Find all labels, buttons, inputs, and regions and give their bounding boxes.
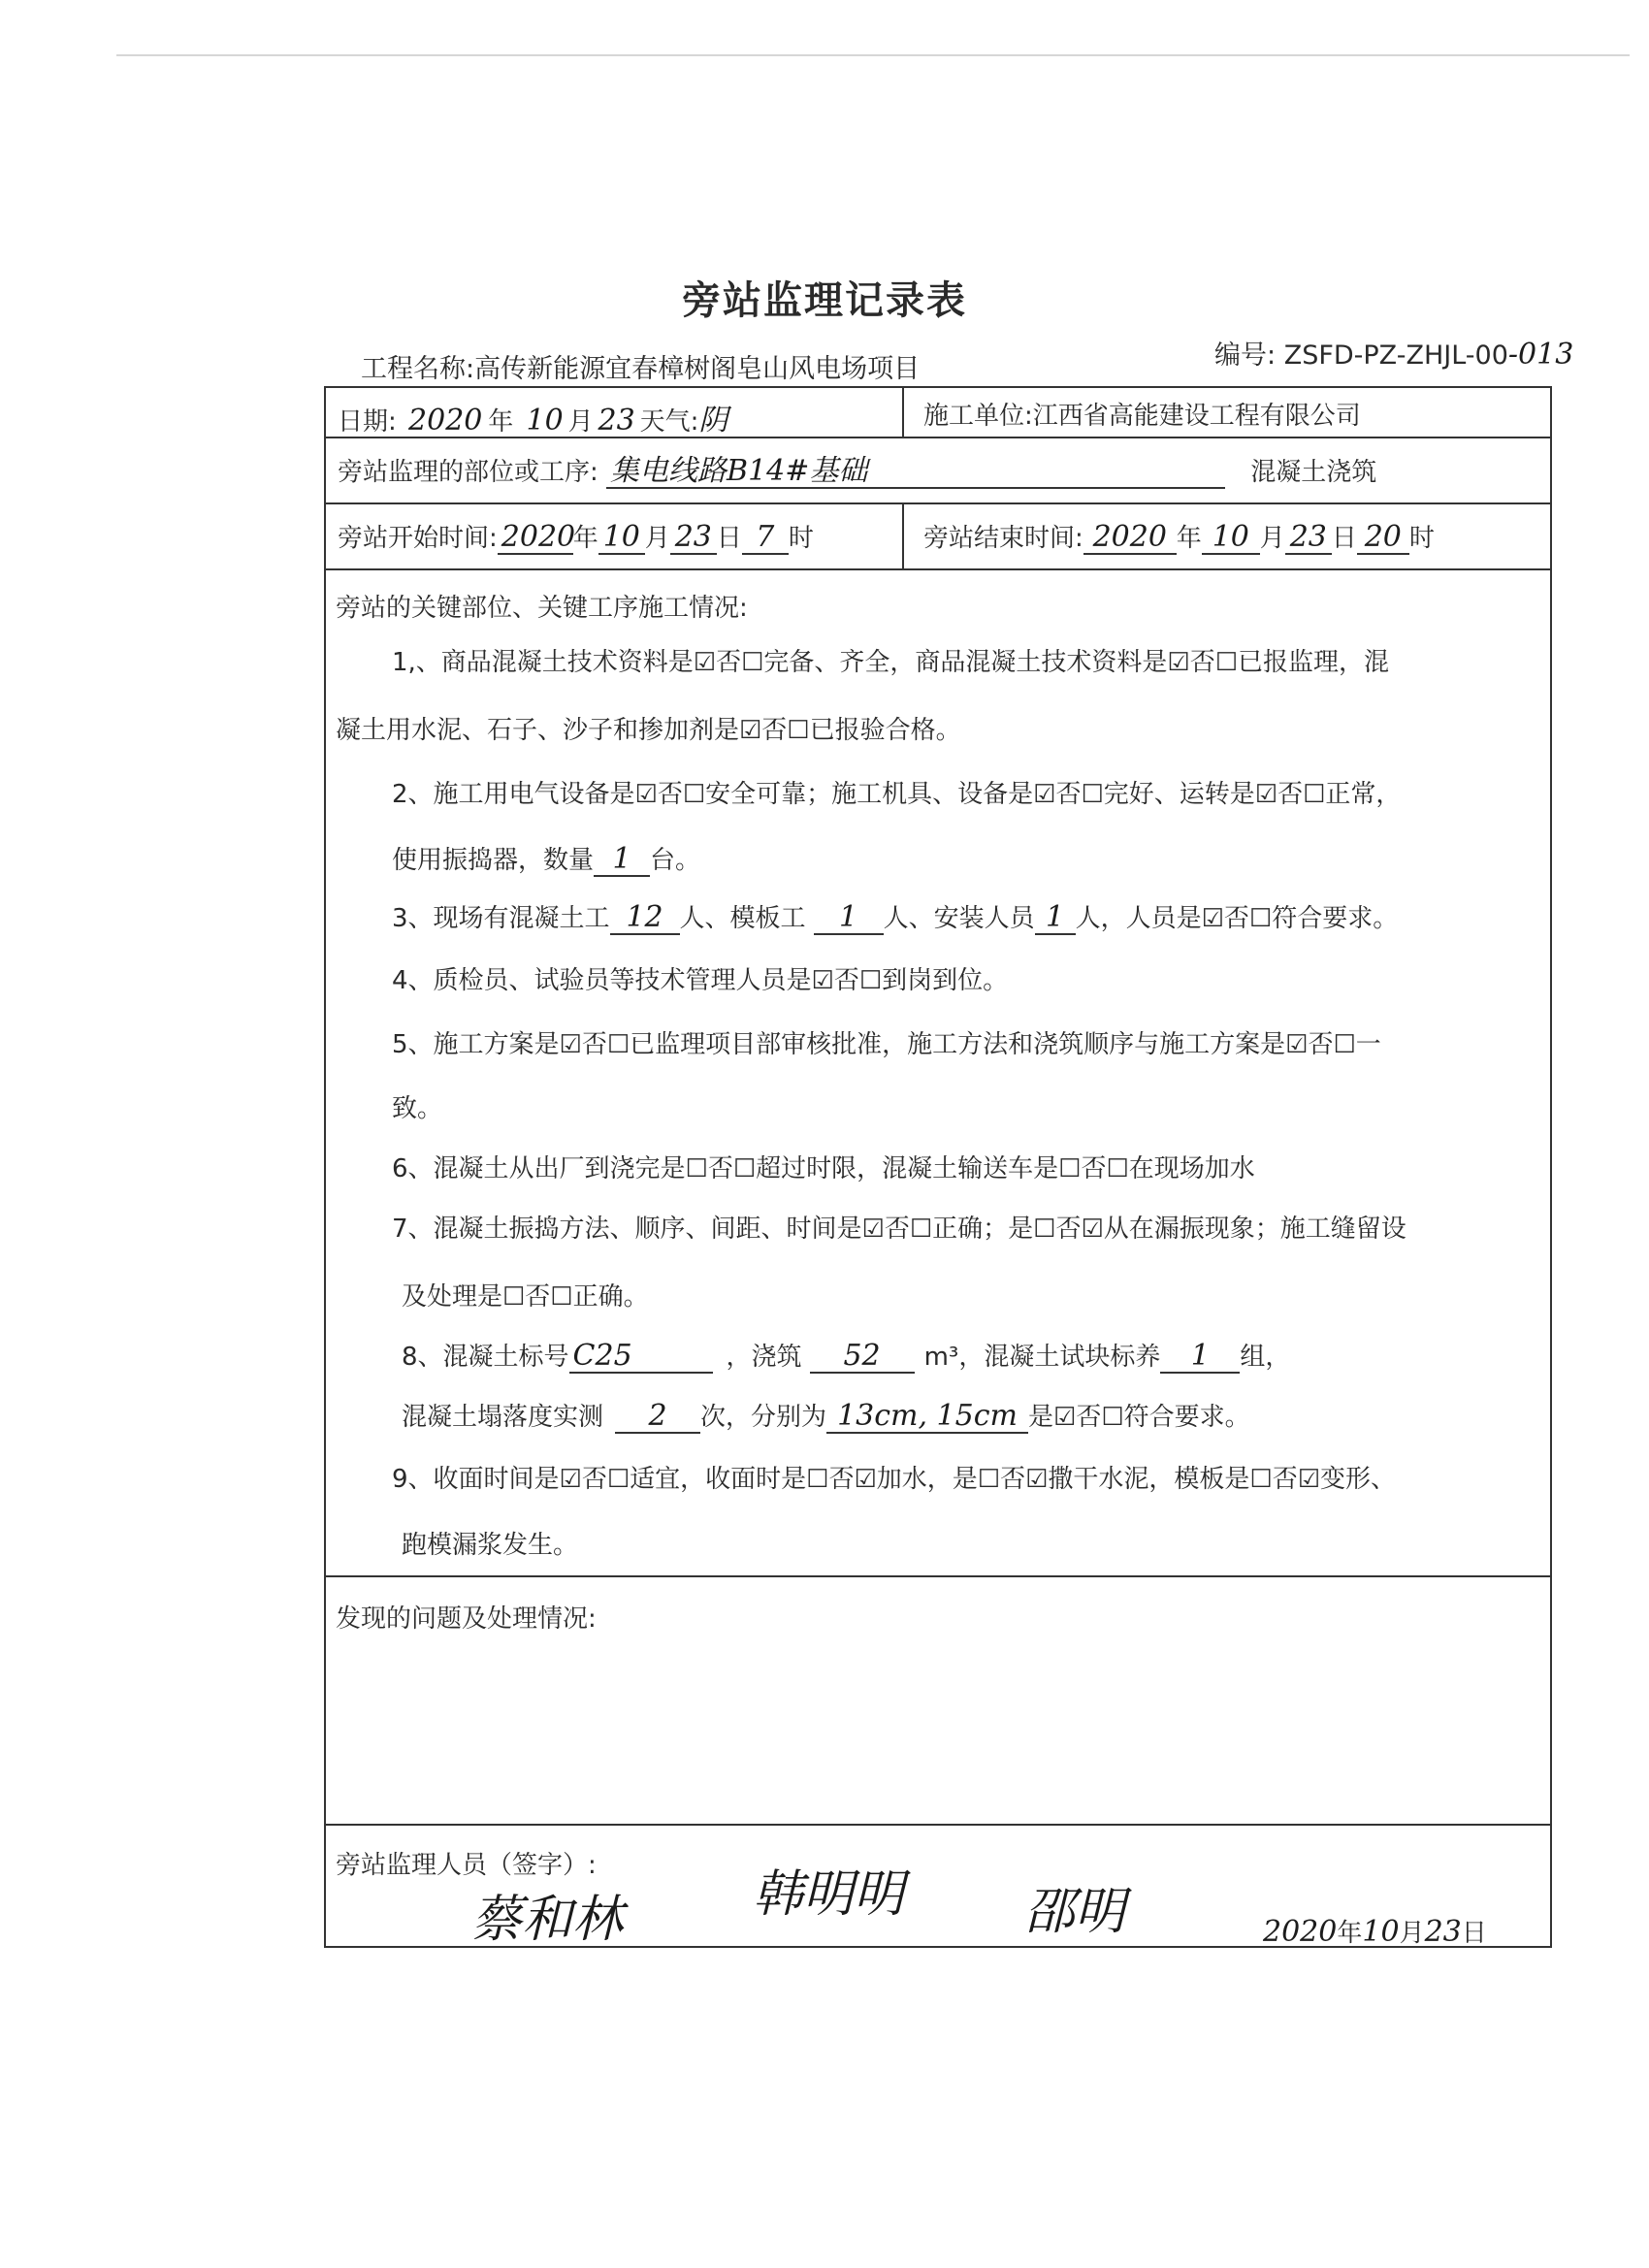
start-month-value: 10 bbox=[598, 521, 645, 555]
item-8-line-2 bbox=[402, 1397, 1250, 1434]
signature-label: 旁站监理人员（签字）: bbox=[336, 1851, 597, 1880]
start-day-value: 23 bbox=[670, 521, 717, 555]
test-block-unit: 组， bbox=[1240, 1343, 1291, 1372]
staff-compliance-text: 人，人员是☑否☐符合要求。 bbox=[1075, 904, 1399, 933]
item-1-line-1: 1,、商品混凝土技术资料是☑否☐完备、齐全，商品混凝土技术资料是☑否☐已报监理，混 bbox=[392, 648, 1390, 677]
day-unit: 日 bbox=[1461, 1919, 1487, 1948]
pour-volume-value: 52 bbox=[810, 1340, 915, 1374]
weather-label: 天气: bbox=[639, 407, 699, 437]
item-1-line-2: 凝土用水泥、石子、沙子和掺加剂是☑否☐已报验合格。 bbox=[336, 716, 961, 745]
date-cell bbox=[338, 396, 728, 438]
month-unit: 月 bbox=[644, 524, 670, 553]
item-8-line-1 bbox=[402, 1337, 1290, 1374]
record-table bbox=[324, 386, 1552, 1948]
signature-date bbox=[1263, 1913, 1487, 1949]
installers-count: 1 bbox=[1035, 901, 1076, 935]
document-code-line bbox=[1214, 334, 1573, 372]
construction-unit-cell bbox=[923, 396, 1361, 432]
weather-value: 阴 bbox=[698, 404, 728, 437]
sign-year: 2020 bbox=[1263, 1915, 1338, 1949]
end-time-cell bbox=[923, 518, 1435, 555]
project-name-line bbox=[361, 347, 920, 385]
scan-edge-line bbox=[116, 54, 1630, 56]
month-unit: 月 bbox=[1399, 1919, 1425, 1948]
page-title: 旁站监理记录表 bbox=[682, 278, 967, 323]
monitored-part-label: 旁站监理的部位或工序: bbox=[338, 458, 598, 487]
end-year-value: 2020 bbox=[1083, 521, 1177, 555]
item-5-line-2: 致。 bbox=[392, 1094, 443, 1123]
vibrator-count: 1 bbox=[594, 843, 650, 877]
item-2-line-1: 2、施工用电气设备是☑否☐安全可靠；施工机具、设备是☑否☐完好、运转是☑否☐正常， bbox=[392, 780, 1402, 809]
column-divider bbox=[902, 388, 904, 437]
day-unit: 日 bbox=[716, 524, 742, 553]
monitored-part-value: 集电线路B14#基础 bbox=[606, 455, 1225, 489]
date-label: 日期: bbox=[338, 407, 397, 437]
year-unit: 年 bbox=[1337, 1919, 1363, 1948]
start-year-value: 2020 bbox=[498, 521, 573, 555]
date-month-value: 10 bbox=[522, 405, 568, 438]
item-4: 4、质检员、试验员等技术管理人员是☑否☐到岗到位。 bbox=[392, 966, 1009, 995]
month-unit: 月 bbox=[567, 407, 594, 437]
sign-day: 23 bbox=[1424, 1915, 1462, 1949]
signature-1: 蔡和林 bbox=[471, 1891, 624, 1949]
slump-test-label: 混凝土塌落度实测 bbox=[402, 1403, 604, 1432]
row-divider bbox=[326, 502, 1550, 504]
project-label: 工程名称: bbox=[361, 354, 475, 384]
start-time-cell bbox=[338, 518, 814, 555]
formwork-workers-count: 1 bbox=[814, 901, 884, 935]
hour-unit: 时 bbox=[788, 524, 814, 553]
item-9-line-1: 9、收面时间是☑否☐适宜，收面时是☐否☑加水，是☐否☑撒干水泥，模板是☐否☑变形、 bbox=[392, 1465, 1397, 1494]
concrete-grade-label: 8、混凝土标号 bbox=[402, 1343, 569, 1372]
construction-unit-label: 施工单位: bbox=[923, 402, 1033, 431]
code-handwritten-suffix: -013 bbox=[1507, 338, 1574, 372]
formwork-workers-label: 人、模板工 bbox=[679, 904, 806, 933]
date-day-value: 23 bbox=[594, 405, 640, 438]
test-block-groups: 1 bbox=[1160, 1340, 1240, 1374]
item-5-line-1: 5、施工方案是☑否☐已监理项目部审核批准，施工方法和浇筑顺序与施工方案是☑否☐一 bbox=[392, 1030, 1381, 1059]
year-unit: 年 bbox=[488, 407, 514, 437]
row-divider bbox=[326, 1575, 1550, 1577]
end-time-label: 旁站结束时间: bbox=[923, 524, 1083, 553]
construction-unit-value: 江西省高能建设工程有限公司 bbox=[1032, 402, 1361, 431]
row-divider bbox=[326, 568, 1550, 570]
problems-label: 发现的问题及处理情况: bbox=[336, 1604, 597, 1634]
monitored-part-cell bbox=[338, 452, 1376, 489]
year-unit: 年 bbox=[1176, 524, 1202, 553]
signature-3: 邵明 bbox=[1024, 1883, 1126, 1941]
end-month-value: 10 bbox=[1202, 521, 1260, 555]
item-3 bbox=[392, 898, 1398, 935]
slump-test-count: 2 bbox=[615, 1400, 700, 1434]
slump-values-label: 次，分别为 bbox=[700, 1403, 827, 1432]
vibrator-label: 使用振捣器，数量 bbox=[392, 846, 595, 875]
item-6: 6、混凝土从出厂到浇完是☐否☐超过时限，混凝土输送车是☐否☐在现场加水 bbox=[392, 1154, 1255, 1183]
key-section-heading: 旁站的关键部位、关键工序施工情况: bbox=[336, 594, 748, 623]
day-unit: 日 bbox=[1331, 524, 1357, 553]
year-unit: 年 bbox=[572, 524, 598, 553]
start-hour-value: 7 bbox=[742, 521, 789, 555]
start-time-label: 旁站开始时间: bbox=[338, 524, 498, 553]
slump-values: 13cm, 15cm bbox=[826, 1400, 1028, 1434]
item-2-line-2 bbox=[392, 840, 700, 877]
sign-month: 10 bbox=[1362, 1915, 1400, 1949]
item-7-line-1: 7、混凝土振捣方法、顺序、间距、时间是☑否☐正确；是☐否☑从在漏振现象；施工缝留设 bbox=[392, 1215, 1406, 1244]
signature-2: 韩明明 bbox=[753, 1865, 905, 1924]
code-value: ZSFD-PZ-ZHJL-00 bbox=[1283, 340, 1508, 371]
item-7-line-2: 及处理是☐否☐正确。 bbox=[402, 1282, 649, 1312]
project-name: 高传新能源宜春樟树阁皂山风电场项目 bbox=[474, 354, 921, 384]
vibrator-unit: 台。 bbox=[650, 846, 701, 875]
hour-unit: 时 bbox=[1408, 524, 1435, 553]
installers-label: 人、安装人员 bbox=[883, 904, 1035, 933]
code-label: 编号: bbox=[1214, 340, 1277, 371]
end-day-value: 23 bbox=[1285, 521, 1332, 555]
monitored-part-suffix: 混凝土浇筑 bbox=[1250, 458, 1377, 487]
item-9-line-2: 跑模漏浆发生。 bbox=[402, 1531, 579, 1560]
slump-compliance-text: 是☑否☐符合要求。 bbox=[1028, 1403, 1250, 1432]
concrete-workers-count: 12 bbox=[610, 901, 680, 935]
date-year-value: 2020 bbox=[404, 405, 480, 438]
end-hour-value: 20 bbox=[1357, 521, 1409, 555]
row-divider bbox=[326, 1824, 1550, 1826]
pour-volume-label: ，浇筑 bbox=[726, 1343, 802, 1372]
column-divider bbox=[902, 502, 904, 568]
test-block-label: m³，混凝土试块标养 bbox=[923, 1343, 1161, 1372]
concrete-grade-value: C25 bbox=[569, 1340, 713, 1374]
concrete-workers-label: 3、现场有混凝土工 bbox=[392, 904, 610, 933]
month-unit: 月 bbox=[1259, 524, 1285, 553]
